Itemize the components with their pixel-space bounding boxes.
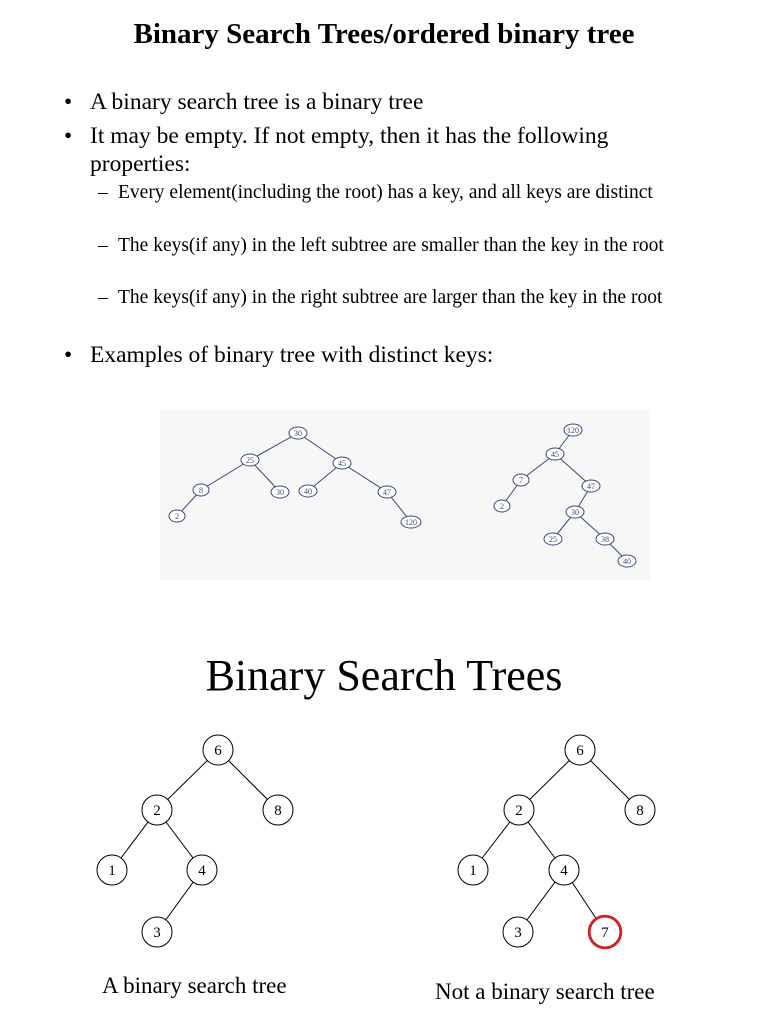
node-label: 7 — [519, 476, 523, 485]
sub-bullet-text: The keys(if any) in the left subtree are smaller than the key in the root — [118, 235, 664, 256]
node-label: 3 — [153, 925, 161, 941]
caption-invalid-bst: Not a binary search tree — [435, 979, 655, 1004]
node-label: 3 — [514, 925, 522, 941]
sub-bullet-dash: – — [98, 287, 108, 308]
sub-bullet-text: The keys(if any) in the right subtree are larger than the key in the root — [118, 287, 663, 308]
node-label: 120 — [405, 518, 417, 527]
node-label: 45 — [551, 450, 559, 459]
node-label: 40 — [304, 487, 312, 496]
node-label: 7 — [601, 925, 609, 941]
node-label: 8 — [636, 803, 644, 819]
node-label: 30 — [571, 508, 579, 517]
example-trees-figure — [160, 410, 650, 580]
bst-comparison-figure — [0, 725, 768, 955]
node-label: 47 — [587, 482, 595, 491]
node-label: 8 — [274, 803, 282, 819]
node-label: 47 — [383, 488, 391, 497]
node-label: 2 — [515, 803, 523, 819]
node-label: 45 — [338, 459, 346, 468]
node-label: 8 — [199, 486, 203, 495]
bullet-text: It may be empty. If not empty, then it has the following properties: — [90, 123, 609, 177]
slide2-title: Binary Search Trees — [205, 651, 563, 700]
node-label: 2 — [175, 512, 179, 521]
node-label: 6 — [214, 743, 222, 759]
node-label: 2 — [500, 502, 504, 511]
node-label: 4 — [560, 863, 568, 879]
slide1-title: Binary Search Trees/ordered binary tree — [133, 18, 635, 50]
bullet-text: A binary search tree is a binary tree — [90, 89, 424, 115]
node-label: 30 — [276, 488, 284, 497]
sub-bullet-text: Every element(including the root) has a key, and all keys are distinct — [118, 182, 653, 203]
node-label: 25 — [246, 456, 254, 465]
sub-bullet-dash: – — [98, 235, 108, 256]
node-label: 6 — [576, 743, 584, 759]
node-label: 1 — [469, 863, 477, 879]
node-label: 25 — [549, 535, 557, 544]
node-label: 40 — [623, 557, 631, 566]
bullet-dot: • — [64, 123, 73, 149]
node-label: 120 — [567, 426, 579, 435]
node-label: 4 — [198, 863, 206, 879]
bullet-text: Examples of binary tree with distinct keys: — [90, 342, 494, 368]
bullet-dot: • — [64, 342, 73, 368]
node-label: 1 — [108, 863, 116, 879]
node-label: 38 — [601, 535, 609, 544]
node-label: 2 — [153, 803, 161, 819]
bullet-dot: • — [64, 89, 73, 115]
node-label: 30 — [294, 429, 302, 438]
caption-valid-bst: A binary search tree — [102, 973, 287, 998]
sub-bullet-dash: – — [98, 182, 108, 203]
